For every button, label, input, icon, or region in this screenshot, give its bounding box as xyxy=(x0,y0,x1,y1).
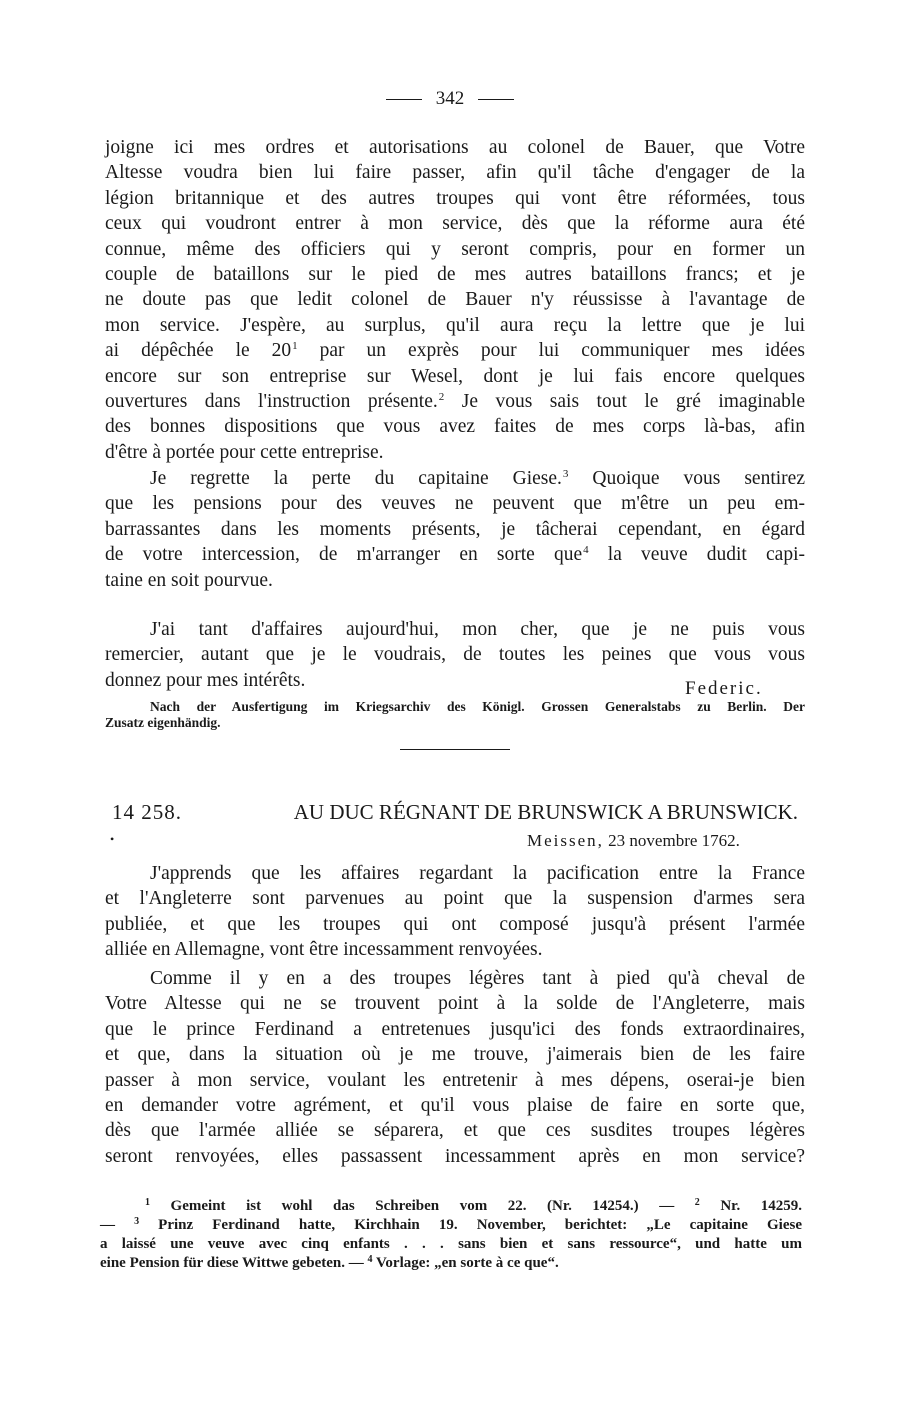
text-line: seront renvoyées, elles passassent incessamment après en mon service? xyxy=(105,1145,805,1167)
footnote-marker: 4 xyxy=(367,1254,373,1265)
footnote-ref: 1 xyxy=(292,340,298,353)
letter-dateline xyxy=(527,831,740,851)
text-line: joigne ici mes ordres et autorisations au colonel de Bauer, que Votre xyxy=(105,137,805,158)
footnote-ref: 4 xyxy=(583,544,589,557)
text-line: Votre Altesse qui ne se trouvent point à la solde de l'Angleterre, mais xyxy=(105,993,805,1015)
letter2-paragraph-2 xyxy=(105,966,805,1169)
footnote-ref: 2 xyxy=(438,391,445,404)
text-line: que le prince Ferdinand a entretenues jusqu'ici des fonds extraordinaires, xyxy=(105,1018,805,1040)
text-fragment: de votre intercession, de m'arranger en sorte que xyxy=(105,544,583,566)
footnote-line xyxy=(100,1216,802,1235)
text-line xyxy=(105,338,805,363)
footnote-text: eine Pension für diese Wittwe gebeten. — xyxy=(100,1255,368,1271)
text-fragment: Je regrette la perte du capitaine Giese. xyxy=(150,468,562,489)
letter-heading xyxy=(112,800,798,825)
text-fragment: ai dépêchée le 20 xyxy=(105,340,292,362)
text-line: mon service. J'espère, au surplus, qu'il aura reçu la lettre que je lui xyxy=(105,314,805,336)
text-fragment: ouvertures dans l'instruction présente. xyxy=(105,391,438,413)
letter-body-paragraph-2 xyxy=(105,466,805,593)
text-line xyxy=(105,466,805,491)
letter2-paragraph-1 xyxy=(105,861,805,963)
text-line: dès que l'armée alliée se séparera, et que ces susdites troupes légères xyxy=(105,1120,805,1142)
text-line: ne doute pas que ledit colonel de Bauer n'y réussisse à l'avantage de xyxy=(105,289,805,311)
text-line: ceux qui voudront entrer à mon service, dès que la réforme aura été xyxy=(105,213,805,235)
letter-number: 14 258. xyxy=(112,800,182,824)
footnote-text: Prinz Ferdinand hatte, Kirchhain 19. November, berichtet: „Le capitaine Giese xyxy=(139,1217,803,1233)
text-line: des bonnes dispositions que vous avez faites de mes corps là-bas, afin xyxy=(105,416,805,438)
footnote-text: Gemeint ist wohl das Schreiben vom 22. (Nr. 14254.) — xyxy=(150,1198,695,1214)
text-line: publiée, et que les troupes qui ont composé jusqu'à présent l'armée xyxy=(105,913,805,935)
header-dash-left xyxy=(386,99,422,100)
text-line: et l'Angleterre sont parvenues au point que la suspension d'armes sera xyxy=(105,888,805,910)
footnote-text: Nr. 14259. xyxy=(699,1198,802,1214)
footnote-text: Vorlage: „en sorte à ce que“. xyxy=(372,1255,559,1271)
text-line xyxy=(105,389,805,414)
text-line: remercier, autant que je le voudrais, de toutes les peines que vous vous xyxy=(105,644,805,666)
footnote-text: — xyxy=(100,1217,135,1233)
header-dash-right xyxy=(478,99,514,100)
section-divider xyxy=(400,749,510,750)
letter-body-paragraph-1 xyxy=(105,135,805,465)
text-fragment: par un exprès pour lui communiquer mes idées xyxy=(297,340,806,362)
text-fragment: Je vous sais tout le gré imaginable xyxy=(444,391,805,413)
letter-title: AU DUC RÉGNANT DE BRUNSWICK A BRUNSWICK. xyxy=(293,800,798,824)
text-line: légion britannique et des autres troupes qui vont être réformées, tous xyxy=(105,187,805,209)
text-line: alliée en Allemagne, vont être incessamment renvoyées. xyxy=(105,939,543,961)
text-line: taine en soit pourvue. xyxy=(105,569,273,591)
text-line: connue, même des officiers qui y seront compris, pour en former un xyxy=(105,238,805,260)
footnote-marker: 3 xyxy=(134,1216,140,1227)
page-header xyxy=(0,88,900,110)
text-line: J'ai tant d'affaires aujourd'hui, mon cher, que je ne puis vous xyxy=(150,619,805,640)
text-line: donnez pour mes intérêts. xyxy=(105,669,306,691)
footnotes xyxy=(100,1197,802,1273)
text-line: et que, dans la situation où je me trouve, j'aimerais bien de les faire xyxy=(105,1044,805,1066)
footnote-line xyxy=(100,1254,802,1273)
text-line: Altesse voudra bien lui faire passer, afin qu'il tâche d'engager de la xyxy=(105,162,805,184)
text-line: passer à mon service, voulant les entretenir à mes dépens, oserai-je bien xyxy=(105,1069,805,1091)
text-line: Comme il y en a des troupes légères tant à pied qu'à cheval de xyxy=(150,968,805,989)
margin-mark: • xyxy=(110,832,115,846)
source-note xyxy=(105,699,805,731)
text-line: en demander votre agrément, et qu'il vous plaise de faire en sorte que, xyxy=(105,1095,805,1117)
text-line: couple de bataillons sur le pied de mes autres bataillons francs; et je xyxy=(105,264,805,286)
footnote-marker: 1 xyxy=(145,1197,150,1208)
footnote-line: a laissé une veuve avec cinq enfants . . . sans bien et sans ressource“, und hatte um xyxy=(100,1236,802,1252)
text-fragment: Quoique vous sentirez xyxy=(568,468,805,489)
text-line: encore sur son entreprise sur Wesel, dont je lui fais encore quelques xyxy=(105,365,805,387)
page-number: 342 xyxy=(435,88,465,109)
text-line: Zusatz eigenhändig. xyxy=(105,715,221,730)
signature: Federic. xyxy=(685,678,763,699)
text-fragment: la veuve dudit capi- xyxy=(588,544,805,566)
letter-place: Meissen, xyxy=(527,831,604,850)
text-line: que les pensions pour des veuves ne peuvent que m'être un peu em- xyxy=(105,493,805,515)
text-line: Nach der Ausfertigung im Kriegsarchiv des Königl. Grossen Generalstabs zu Berlin. Der xyxy=(150,699,805,714)
text-line: barrassantes dans les moments présents, je tâcherai cependant, en égard xyxy=(105,518,805,540)
text-line xyxy=(105,542,805,567)
text-line: J'apprends que les affaires regardant la pacification entre la France xyxy=(150,863,805,884)
text-line: d'être à portée pour cette entreprise. xyxy=(105,441,384,463)
footnote-ref: 3 xyxy=(562,468,569,480)
footnote-marker: 2 xyxy=(694,1197,700,1208)
letter-date: 23 novembre 1762. xyxy=(608,831,740,850)
footnote-line xyxy=(100,1197,802,1216)
